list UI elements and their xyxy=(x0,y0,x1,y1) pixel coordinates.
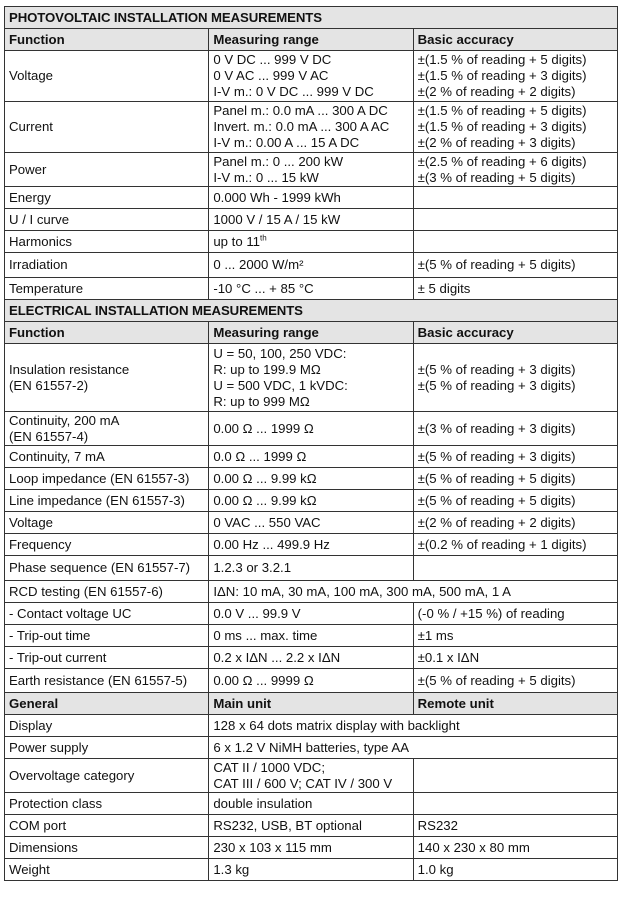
function-cell xyxy=(5,490,209,512)
table-row xyxy=(5,669,618,693)
range-cell xyxy=(209,468,413,490)
accuracy-cell xyxy=(413,278,617,300)
table-row xyxy=(5,581,618,603)
table-row xyxy=(5,468,618,490)
remote-unit-cell-line: 140 x 230 x 80 mm xyxy=(417,839,530,855)
spec-table xyxy=(4,6,618,881)
column-header-accuracy xyxy=(413,693,617,715)
function-cell-line: Line impedance (EN 61557-3) xyxy=(9,492,185,508)
accuracy-cell xyxy=(413,344,617,412)
column-header-function-line: General xyxy=(9,695,59,711)
main-unit-cell xyxy=(209,815,413,837)
accuracy-cell-line: ±(2 % of reading + 2 digits) xyxy=(417,514,576,530)
main-unit-cell xyxy=(209,837,413,859)
range-cell-line: 0 ... 2000 W/m² xyxy=(213,257,304,272)
range-cell-line: 0.00 Ω ... 1999 Ω xyxy=(213,420,314,436)
table-row xyxy=(5,625,618,647)
accuracy-cell-line: ±(1.5 % of reading + 5 digits) xyxy=(417,103,587,118)
range-cell-line: 0.00 Ω ... 9.99 kΩ xyxy=(213,470,317,486)
accuracy-cell-line: ±(1.5 % of reading + 5 digits) xyxy=(417,52,587,67)
main-unit-cell xyxy=(209,759,413,793)
function-cell-line: - Trip-out time xyxy=(9,627,91,643)
range-cell xyxy=(209,556,413,581)
main-unit-cell xyxy=(209,793,413,815)
range-cell xyxy=(209,187,413,209)
function-cell-line: Protection class xyxy=(9,795,103,811)
table-row xyxy=(5,837,618,859)
range-cell-line: 0.0 Ω ... 1999 Ω xyxy=(213,448,307,464)
function-cell xyxy=(5,253,209,278)
function-cell xyxy=(5,102,209,153)
table-row xyxy=(5,512,618,534)
function-cell-line: (EN 61557-2) xyxy=(9,377,89,393)
range-cell xyxy=(209,153,413,187)
section-title xyxy=(5,7,618,29)
function-cell xyxy=(5,412,209,446)
function-cell-line: Current xyxy=(9,119,53,134)
accuracy-cell xyxy=(413,625,617,647)
column-header-row xyxy=(5,29,618,51)
function-cell-line: U / I curve xyxy=(9,211,70,227)
main-unit-cell-line: 230 x 103 x 115 mm xyxy=(213,839,332,855)
accuracy-cell xyxy=(413,253,617,278)
range-cell-line: 0 ms ... max. time xyxy=(213,627,318,643)
column-header-function xyxy=(5,322,209,344)
range-cell-line: 1.2.3 or 3.2.1 xyxy=(213,560,292,575)
column-header-range-line: Measuring range xyxy=(213,31,319,47)
main-unit-cell xyxy=(209,859,413,881)
table-row xyxy=(5,556,618,581)
function-cell xyxy=(5,715,209,737)
range-cell-line: Panel m.: 0 ... 200 kW xyxy=(213,153,344,169)
table-row xyxy=(5,153,618,187)
accuracy-cell-line: ±(5 % of reading + 5 digits) xyxy=(417,672,576,688)
range-cell-line: R: up to 199.9 MΩ xyxy=(213,361,321,377)
table-row xyxy=(5,51,618,102)
accuracy-cell-line: ±(2 % of reading + 2 digits) xyxy=(417,84,576,99)
accuracy-cell-line: ±(3 % of reading + 5 digits) xyxy=(417,169,576,185)
main-unit-cell-line: CAT III / 600 V; CAT IV / 300 V xyxy=(213,775,393,791)
range-cell xyxy=(209,625,413,647)
function-cell xyxy=(5,187,209,209)
function-cell xyxy=(5,581,209,603)
table-row xyxy=(5,231,618,253)
function-cell-line: - Contact voltage UC xyxy=(9,605,132,621)
accuracy-cell xyxy=(413,669,617,693)
range-cell xyxy=(209,647,413,669)
table-row xyxy=(5,344,618,412)
accuracy-cell-line: ±(5 % of reading + 5 digits) xyxy=(417,470,576,486)
function-cell xyxy=(5,51,209,102)
accuracy-cell-line: ±(5 % of reading + 3 digits) xyxy=(417,361,576,377)
range-cell xyxy=(209,512,413,534)
column-header-range xyxy=(209,693,413,715)
accuracy-cell-line: ±(0.2 % of reading + 1 digits) xyxy=(417,536,587,552)
function-cell-line: Display xyxy=(9,717,53,733)
function-cell xyxy=(5,669,209,693)
column-header-range xyxy=(209,322,413,344)
section-title xyxy=(5,300,618,322)
accuracy-cell xyxy=(413,603,617,625)
column-header-range xyxy=(209,29,413,51)
remote-unit-cell xyxy=(413,815,617,837)
column-header-function xyxy=(5,693,209,715)
column-header-accuracy xyxy=(413,29,617,51)
accuracy-cell xyxy=(413,647,617,669)
table-row xyxy=(5,793,618,815)
table-row xyxy=(5,647,618,669)
section-title-line: ELECTRICAL INSTALLATION MEASUREMENTS xyxy=(9,302,303,318)
column-header-accuracy-line: Basic accuracy xyxy=(417,324,514,340)
function-cell-line: Earth resistance (EN 61557-5) xyxy=(9,672,188,688)
main-unit-cell xyxy=(209,715,618,737)
function-cell-line: Power supply xyxy=(9,739,89,755)
function-cell-line: Frequency xyxy=(9,536,72,552)
range-cell-line: U = 500 VDC, 1 kVDC: xyxy=(213,377,348,393)
range-cell xyxy=(209,209,413,231)
column-header-accuracy-line: Basic accuracy xyxy=(417,31,514,47)
section-header-row xyxy=(5,300,618,322)
main-unit-cell-line: RS232, USB, BT optional xyxy=(213,817,362,833)
main-unit-cell-line: double insulation xyxy=(213,795,313,811)
function-cell-line: Irradiation xyxy=(9,257,68,272)
function-cell xyxy=(5,759,209,793)
function-cell xyxy=(5,512,209,534)
function-cell-line: RCD testing (EN 61557-6) xyxy=(9,583,163,599)
superscript: th xyxy=(260,233,267,243)
range-cell xyxy=(209,344,413,412)
range-cell-line: IΔN: 10 mA, 30 mA, 100 mA, 300 mA, 500 mA, 1 A xyxy=(213,583,511,599)
table-row xyxy=(5,815,618,837)
table-row xyxy=(5,859,618,881)
column-header-range-line: Main unit xyxy=(213,695,272,711)
main-unit-cell xyxy=(209,737,618,759)
accuracy-cell xyxy=(413,187,617,209)
function-cell-line: - Trip-out current xyxy=(9,649,107,665)
function-cell xyxy=(5,793,209,815)
function-cell-line: Phase sequence (EN 61557-7) xyxy=(9,560,191,575)
function-cell xyxy=(5,647,209,669)
accuracy-cell xyxy=(413,468,617,490)
table-row xyxy=(5,187,618,209)
range-cell-line: R: up to 999 MΩ xyxy=(213,393,310,409)
function-cell-line: Energy xyxy=(9,189,51,205)
accuracy-cell-line: ±(2.5 % of reading + 6 digits) xyxy=(417,153,587,169)
accuracy-cell xyxy=(413,231,617,253)
range-cell xyxy=(209,412,413,446)
range-cell-line: U = 50, 100, 250 VDC: xyxy=(213,345,347,361)
range-cell xyxy=(209,51,413,102)
accuracy-cell-line: ±0.1 x IΔN xyxy=(417,649,480,665)
range-cell-text: up to 11 xyxy=(213,233,261,249)
accuracy-cell xyxy=(413,490,617,512)
range-cell-line: Panel m.: 0.0 mA ... 300 A DC xyxy=(213,103,388,118)
accuracy-cell xyxy=(413,534,617,556)
function-cell xyxy=(5,603,209,625)
range-cell xyxy=(209,253,413,278)
range-cell-line: 1000 V / 15 A / 15 kW xyxy=(213,211,341,227)
remote-unit-cell xyxy=(413,859,617,881)
accuracy-cell-line: ±(2 % of reading + 3 digits) xyxy=(417,135,576,150)
table-row xyxy=(5,102,618,153)
function-cell-line: Loop impedance (EN 61557-3) xyxy=(9,470,190,486)
accuracy-cell-line: ±(3 % of reading + 3 digits) xyxy=(417,420,576,436)
range-cell-line: 0.000 Wh - 1999 kWh xyxy=(213,189,341,205)
column-header-row xyxy=(5,322,618,344)
section-title-line: PHOTOVOLTAIC INSTALLATION MEASUREMENTS xyxy=(9,9,322,25)
range-cell-line: 0.00 Ω ... 9.99 kΩ xyxy=(213,492,317,508)
function-cell-line: Weight xyxy=(9,861,50,877)
range-cell xyxy=(209,603,413,625)
range-cell xyxy=(209,102,413,153)
accuracy-cell xyxy=(413,51,617,102)
function-cell-line: Continuity, 200 mA xyxy=(9,412,120,428)
main-unit-cell-line: 128 x 64 dots matrix display with backlight xyxy=(213,717,460,733)
table-row xyxy=(5,412,618,446)
range-cell-line: I-V m.: 0 ... 15 kW xyxy=(213,169,319,185)
function-cell-line: Voltage xyxy=(9,68,53,83)
range-cell xyxy=(209,490,413,512)
function-cell xyxy=(5,859,209,881)
accuracy-cell xyxy=(413,102,617,153)
column-header-accuracy xyxy=(413,322,617,344)
column-header-accuracy-line: Remote unit xyxy=(417,695,494,711)
table-row xyxy=(5,490,618,512)
function-cell xyxy=(5,815,209,837)
accuracy-cell xyxy=(413,153,617,187)
range-cell-line: 0 VAC ... 550 VAC xyxy=(213,514,321,530)
accuracy-cell-line: (-0 % / +15 %) of reading xyxy=(417,605,565,621)
main-unit-cell-line: CAT II / 1000 VDC; xyxy=(213,759,325,775)
accuracy-cell-line: ± 5 digits xyxy=(417,280,471,296)
function-cell xyxy=(5,468,209,490)
accuracy-cell-line: ±(5 % of reading + 3 digits) xyxy=(417,377,576,393)
range-cell xyxy=(209,534,413,556)
remote-unit-cell xyxy=(413,759,617,793)
remote-unit-cell-line: 1.0 kg xyxy=(417,861,454,877)
range-cell-line: 0 V DC ... 999 V DC xyxy=(213,52,332,67)
accuracy-cell xyxy=(413,512,617,534)
range-cell xyxy=(209,669,413,693)
range-cell-line: 0.0 V ... 99.9 V xyxy=(213,605,301,621)
accuracy-cell-line: ±(5 % of reading + 3 digits) xyxy=(417,448,576,464)
function-cell-line: Continuity, 7 mA xyxy=(9,448,105,464)
function-cell-line: (EN 61557-4) xyxy=(9,428,89,444)
function-cell-line: Insulation resistance xyxy=(9,361,130,377)
column-header-function-line: Function xyxy=(9,31,65,47)
function-cell-line: Overvoltage category xyxy=(9,767,135,783)
accuracy-cell xyxy=(413,556,617,581)
accuracy-cell-line: ±1 ms xyxy=(417,627,454,643)
function-cell-line: Temperature xyxy=(9,280,84,296)
table-row xyxy=(5,534,618,556)
remote-unit-cell xyxy=(413,793,617,815)
function-cell xyxy=(5,446,209,468)
function-cell xyxy=(5,231,209,253)
function-cell xyxy=(5,737,209,759)
function-cell-line: Dimensions xyxy=(9,839,78,855)
range-cell-line: Invert. m.: 0.0 mA ... 300 A AC xyxy=(213,119,390,134)
function-cell-line: Power xyxy=(9,161,47,177)
range-cell-line: -10 °C ... + 85 °C xyxy=(213,280,314,296)
accuracy-cell xyxy=(413,209,617,231)
function-cell xyxy=(5,556,209,581)
remote-unit-cell-line: RS232 xyxy=(417,817,458,833)
function-cell xyxy=(5,837,209,859)
range-cell xyxy=(209,446,413,468)
range-cell xyxy=(209,581,618,603)
table-row xyxy=(5,278,618,300)
function-cell xyxy=(5,278,209,300)
function-cell xyxy=(5,344,209,412)
range-cell-line xyxy=(213,234,408,250)
remote-unit-cell xyxy=(413,837,617,859)
function-cell xyxy=(5,153,209,187)
accuracy-cell-line: ±(1.5 % of reading + 3 digits) xyxy=(417,68,587,83)
function-cell xyxy=(5,209,209,231)
range-cell-line: 0.00 Hz ... 499.9 Hz xyxy=(213,536,330,552)
accuracy-cell-line: ±(5 % of reading + 5 digits) xyxy=(417,257,576,272)
range-cell-line: I-V m.: 0 V DC ... 999 V DC xyxy=(213,84,374,99)
range-cell-line: I-V m.: 0.00 A ... 15 A DC xyxy=(213,135,360,150)
accuracy-cell xyxy=(413,412,617,446)
column-header-row xyxy=(5,693,618,715)
table-row xyxy=(5,253,618,278)
range-cell-line: 0 V AC ... 999 V AC xyxy=(213,68,329,83)
range-cell xyxy=(209,231,413,253)
accuracy-cell xyxy=(413,446,617,468)
range-cell-line: 0.2 x IΔN ... 2.2 x IΔN xyxy=(213,649,341,665)
function-cell-line: Harmonics xyxy=(9,233,73,249)
table-row xyxy=(5,603,618,625)
table-row xyxy=(5,446,618,468)
function-cell xyxy=(5,534,209,556)
column-header-function-line: Function xyxy=(9,324,65,340)
table-row xyxy=(5,759,618,793)
section-header-row xyxy=(5,7,618,29)
table-row xyxy=(5,737,618,759)
function-cell xyxy=(5,625,209,647)
accuracy-cell-line: ±(5 % of reading + 5 digits) xyxy=(417,492,576,508)
function-cell-line: COM port xyxy=(9,817,67,833)
accuracy-cell-line: ±(1.5 % of reading + 3 digits) xyxy=(417,119,587,134)
range-cell xyxy=(209,278,413,300)
function-cell-line: Voltage xyxy=(9,514,53,530)
main-unit-cell-line: 1.3 kg xyxy=(213,861,250,877)
table-row xyxy=(5,715,618,737)
column-header-range-line: Measuring range xyxy=(213,324,319,340)
column-header-function xyxy=(5,29,209,51)
main-unit-cell-line: 6 x 1.2 V NiMH batteries, type AA xyxy=(213,739,410,755)
range-cell-line: 0.00 Ω ... 9999 Ω xyxy=(213,672,314,688)
table-row xyxy=(5,209,618,231)
